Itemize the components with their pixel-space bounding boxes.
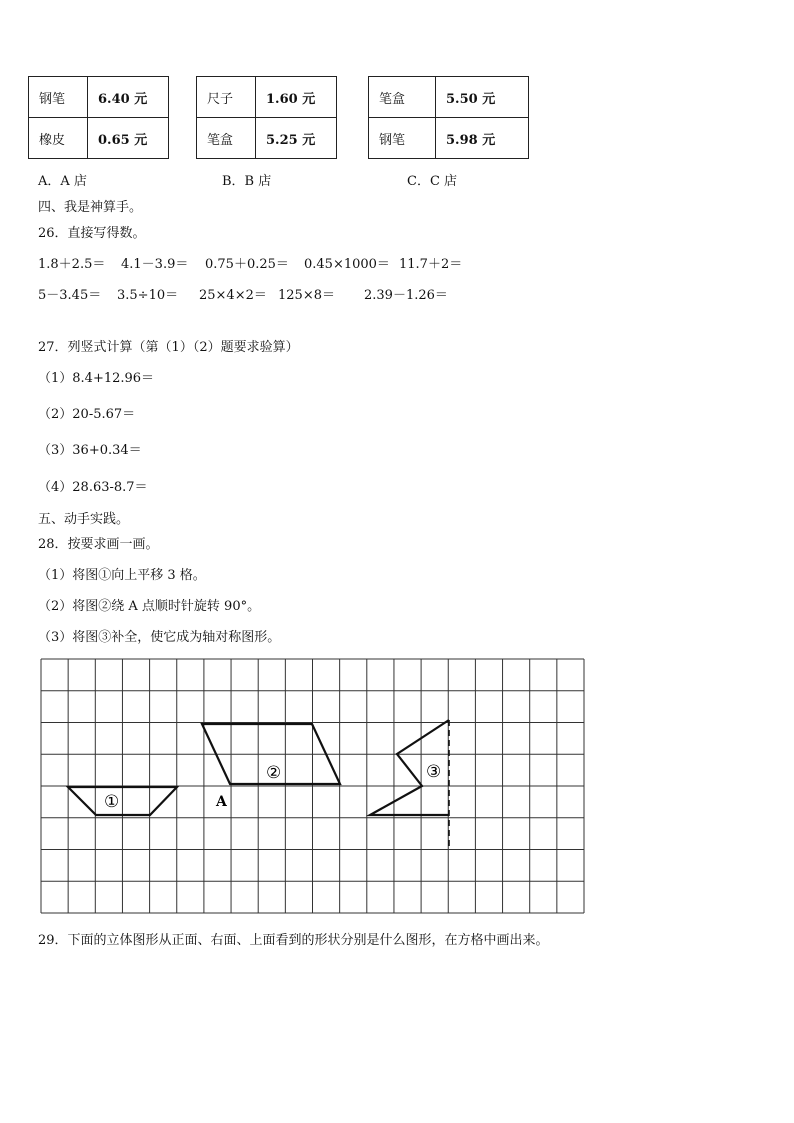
q26-item: 25×4×2＝ [199, 288, 267, 303]
q26-item: 11.7＋2＝ [399, 257, 463, 272]
q27-title: 27．列竖式计算（第（1）（2）题要求验算） [38, 340, 299, 355]
q26-title: 26．直接写得数。 [38, 226, 146, 241]
item-price: 5.98 元 [436, 118, 529, 159]
q26-item: 4.1－3.9＝ [121, 257, 189, 272]
item-name: 钢笔 [29, 77, 88, 118]
item-price: 1.60 元 [256, 77, 337, 118]
shape-2-label: ② [266, 763, 282, 783]
option-b[interactable]: B．B 店 [222, 174, 272, 189]
shape-3-label: ③ [426, 762, 442, 782]
point-a-label: A [216, 794, 227, 810]
item-price: 6.40 元 [88, 77, 169, 118]
q26-item: 5－3.45＝ [38, 288, 102, 303]
item-price: 5.50 元 [436, 77, 529, 118]
q28-step: （2）将图②绕 A 点顺时针旋转 90°。 [38, 599, 261, 614]
q26-item: 125×8＝ [278, 288, 335, 303]
q28-step: （1）将图①向上平移 3 格。 [38, 568, 206, 583]
item-name: 笔盒 [197, 118, 256, 159]
option-a[interactable]: A．A 店 [38, 174, 87, 189]
q27-item: （4）28.63-8.7＝ [38, 480, 148, 495]
q26-item: 0.45×1000＝ [304, 257, 390, 272]
q29-text: 29．下面的立体图形从正面、右面、上面看到的形状分别是什么图形，在方格中画出来。 [38, 933, 549, 948]
shape-1-label: ① [104, 792, 120, 812]
q26-item: 3.5÷10＝ [117, 288, 179, 303]
q27-item: （3）36+0.34＝ [38, 443, 142, 458]
item-name: 橡皮 [29, 118, 88, 159]
q28-title: 28．按要求画一画。 [38, 537, 159, 552]
section-5-heading: 五、动手实践。 [38, 512, 130, 527]
item-name: 笔盒 [369, 77, 436, 118]
q28-step: （3）将图③补全，使它成为轴对称图形。 [38, 630, 281, 645]
item-price: 5.25 元 [256, 118, 337, 159]
q26-item: 1.8＋2.5＝ [38, 257, 106, 272]
q26-item: 0.75＋0.25＝ [205, 257, 289, 272]
option-c[interactable]: C．C 店 [407, 174, 458, 189]
item-price: 0.65 元 [88, 118, 169, 159]
q26-item: 2.39－1.26＝ [364, 288, 448, 303]
section-4-heading: 四、我是神算手。 [38, 200, 143, 215]
item-name: 钢笔 [369, 118, 436, 159]
q27-item: （1）8.4+12.96＝ [38, 371, 155, 386]
q27-item: （2）20-5.67＝ [38, 407, 136, 422]
item-name: 尺子 [197, 77, 256, 118]
